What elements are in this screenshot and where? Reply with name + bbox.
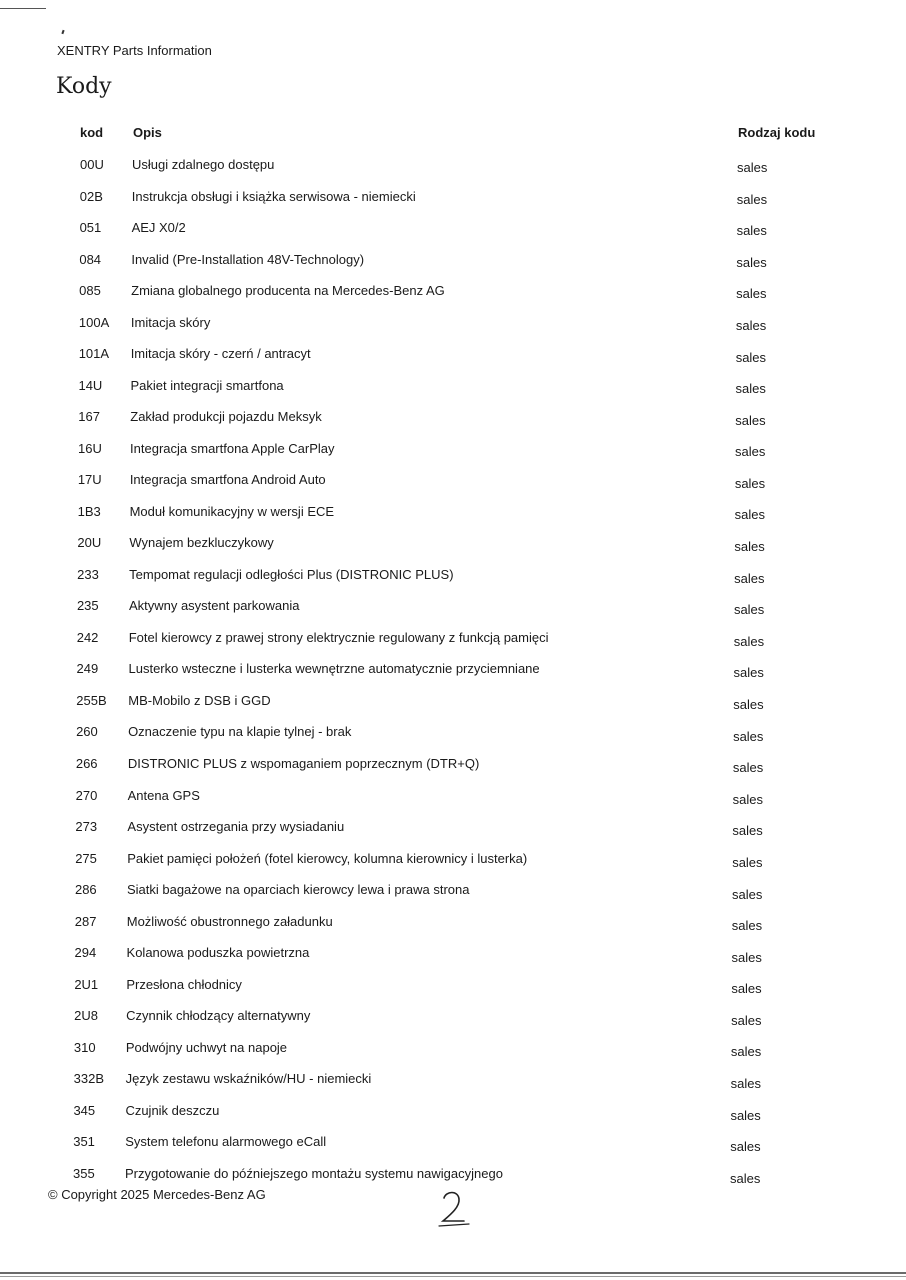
code-cell: 17U [77, 472, 102, 488]
description-cell: Język zestawu wskaźników/HU - niemiecki [125, 1071, 372, 1087]
description-cell: Antena GPS [127, 787, 200, 803]
column-header-code: kod [80, 125, 104, 140]
table-row [0, 977, 906, 997]
description-cell: Invalid (Pre-Installation 48V-Technology) [131, 251, 365, 267]
table-row [0, 1071, 906, 1091]
table-row [0, 441, 906, 461]
description-cell: Podwójny uchwyt na napoje [125, 1039, 288, 1055]
description-cell: Wynajem bezkluczykowy [129, 535, 274, 551]
code-cell: 2U1 [74, 976, 99, 992]
type-cell: sales [736, 223, 767, 239]
code-cell: 233 [77, 566, 99, 582]
table-row [0, 1103, 906, 1123]
description-cell: Fotel kierowcy z prawej strony elektrycznie regulowany z funkcją pamięci [128, 629, 549, 645]
table-row [0, 945, 906, 965]
table-row [0, 409, 906, 429]
table-row [0, 252, 906, 272]
document-header: XENTRY Parts Information [57, 43, 212, 58]
code-cell: 084 [79, 251, 102, 267]
code-cell: 275 [75, 850, 97, 866]
code-cell: 051 [79, 220, 102, 236]
type-cell: sales [734, 539, 765, 555]
description-cell: DISTRONIC PLUS z wspomaganiem poprzecznym (DTR+Q) [127, 755, 480, 771]
scan-speck [61, 30, 64, 34]
code-cell: 235 [76, 598, 99, 614]
type-cell: sales [736, 191, 768, 207]
type-cell: sales [732, 823, 763, 839]
code-cell: 249 [76, 661, 99, 677]
table-row [0, 693, 906, 713]
table-row [0, 1134, 906, 1154]
description-cell: Zakład produkcji pojazdu Meksyk [130, 409, 322, 425]
code-cell: 00U [80, 157, 104, 172]
description-cell: Aktywny asystent parkowania [128, 598, 300, 614]
description-cell: Pakiet integracji smartfona [130, 377, 284, 393]
description-cell: Instrukcja obsługi i książka serwisowa - niemiecki [131, 188, 416, 204]
type-cell: sales [733, 728, 764, 744]
description-cell: Czujnik deszczu [125, 1102, 220, 1118]
type-cell: sales [730, 1170, 761, 1186]
type-cell: sales [736, 286, 767, 302]
code-cell: 355 [73, 1165, 95, 1181]
scan-edge-line [0, 8, 46, 9]
description-cell: MB-Mobilo z DSB i GGD [128, 692, 271, 708]
table-row [0, 220, 906, 240]
code-cell: 345 [73, 1102, 96, 1118]
type-cell: sales [737, 160, 768, 175]
table-row [0, 504, 906, 524]
description-cell: Tempomat regulacji odległości Plus (DISTRONIC PLUS) [129, 566, 454, 582]
table-row [0, 598, 906, 618]
code-cell: 255B [76, 692, 107, 708]
description-cell: Możliwość obustronnego załadunku [126, 913, 333, 929]
column-header-type: Rodzaj kodu [738, 125, 816, 140]
table-row [0, 661, 906, 681]
code-cell: 20U [77, 535, 102, 551]
type-cell: sales [735, 349, 767, 365]
table-row [0, 315, 906, 335]
page-title: Kody [56, 74, 112, 99]
code-cell: 287 [74, 913, 97, 929]
code-cell: 351 [73, 1134, 95, 1150]
description-cell: Przygotowanie do późniejszego montażu systemu nawigacyjnego [125, 1165, 503, 1181]
code-cell: 14U [78, 377, 103, 393]
code-cell: 310 [73, 1039, 96, 1055]
table-row [0, 1040, 906, 1060]
description-cell: Usługi zdalnego dostępu [132, 157, 275, 172]
table-row [0, 157, 906, 177]
code-cell: 286 [74, 882, 97, 898]
type-cell: sales [735, 444, 766, 460]
description-cell: Integracja smartfona Apple CarPlay [130, 440, 335, 456]
description-cell: System telefonu alarmowego eCall [125, 1134, 327, 1150]
table-row [0, 882, 906, 902]
code-cell: 167 [78, 409, 100, 425]
table-row [0, 283, 906, 303]
code-cell: 16U [78, 440, 102, 456]
table-row [0, 472, 906, 492]
description-cell: Kolanowa poduszka powietrzna [126, 945, 310, 961]
type-cell: sales [730, 1107, 761, 1123]
copyright-footer: © Copyright 2025 Mercedes-Benz AG [48, 1187, 266, 1202]
type-cell: sales [734, 570, 765, 586]
description-cell: Asystent ostrzegania przy wysiadaniu [127, 819, 345, 835]
description-cell: Moduł komunikacyjny w wersji ECE [129, 503, 335, 519]
table-row [0, 724, 906, 744]
code-cell: 266 [75, 755, 98, 771]
type-cell: sales [731, 886, 763, 902]
type-cell: sales [731, 918, 763, 934]
type-cell: sales [733, 665, 764, 681]
type-cell: sales [735, 412, 766, 428]
scan-bottom-edge [0, 1272, 906, 1274]
code-cell: 294 [74, 945, 97, 961]
code-cell: 1B3 [77, 503, 101, 519]
type-cell: sales [732, 760, 764, 776]
description-cell: Lusterko wsteczne i lusterka wewnętrzne automatycznie przyciemniane [128, 661, 540, 677]
table-row [0, 1166, 906, 1186]
type-cell: sales [733, 696, 764, 712]
description-cell: Integracja smartfona Android Auto [129, 472, 326, 488]
table-row [0, 630, 906, 650]
table-row [0, 535, 906, 555]
description-cell: Czynnik chłodzący alternatywny [126, 1008, 311, 1024]
type-cell: sales [734, 475, 766, 491]
column-header-description: Opis [133, 125, 162, 140]
description-cell: Pakiet pamięci położeń (fotel kierowcy, kolumna kierownicy i lusterka) [127, 850, 528, 866]
description-cell: Przesłona chłodnicy [126, 976, 242, 992]
type-cell: sales [734, 507, 765, 523]
description-cell: Siatki bagażowe na oparciach kierowcy lewa i prawa strona [126, 882, 470, 898]
code-cell: 260 [76, 724, 98, 740]
code-cell: 2U8 [74, 1008, 98, 1024]
type-cell: sales [731, 1012, 762, 1028]
type-cell: sales [733, 602, 765, 618]
description-cell: Zmiana globalnego producenta na Mercedes-Benz AG [131, 283, 445, 299]
code-cell: 270 [75, 787, 98, 803]
type-cell: sales [733, 633, 765, 649]
table-row [0, 914, 906, 934]
type-cell: sales [735, 381, 766, 397]
type-cell: sales [736, 254, 767, 270]
scan-bottom-edge-faint [0, 1276, 906, 1277]
code-cell: 02B [79, 188, 103, 204]
table-row [0, 756, 906, 776]
handwritten-page-number [438, 1188, 470, 1230]
description-cell: Oznaczenie typu na klapie tylnej - brak [128, 724, 352, 740]
type-cell: sales [735, 317, 767, 333]
type-cell: sales [730, 1044, 762, 1060]
code-cell: 242 [76, 629, 99, 645]
table-row [0, 788, 906, 808]
table-row [0, 189, 906, 209]
table-row [0, 378, 906, 398]
type-cell: sales [730, 1076, 762, 1092]
type-cell: sales [732, 791, 763, 807]
code-cell: 332B [73, 1071, 105, 1087]
type-cell: sales [732, 854, 763, 870]
type-cell: sales [731, 949, 762, 965]
table-row [0, 567, 906, 587]
description-cell: AEJ X0/2 [131, 220, 186, 236]
code-cell: 273 [75, 819, 98, 835]
table-row [0, 346, 906, 366]
description-cell: Imitacja skóry [130, 314, 211, 330]
table-row [0, 851, 906, 871]
code-cell: 085 [79, 283, 101, 299]
type-cell: sales [731, 981, 762, 997]
table-row [0, 1008, 906, 1028]
code-cell: 100A [78, 314, 110, 330]
type-cell: sales [730, 1139, 761, 1155]
description-cell: Imitacja skóry - czerń / antracyt [130, 346, 311, 362]
table-row [0, 819, 906, 839]
code-cell: 101A [78, 346, 110, 362]
